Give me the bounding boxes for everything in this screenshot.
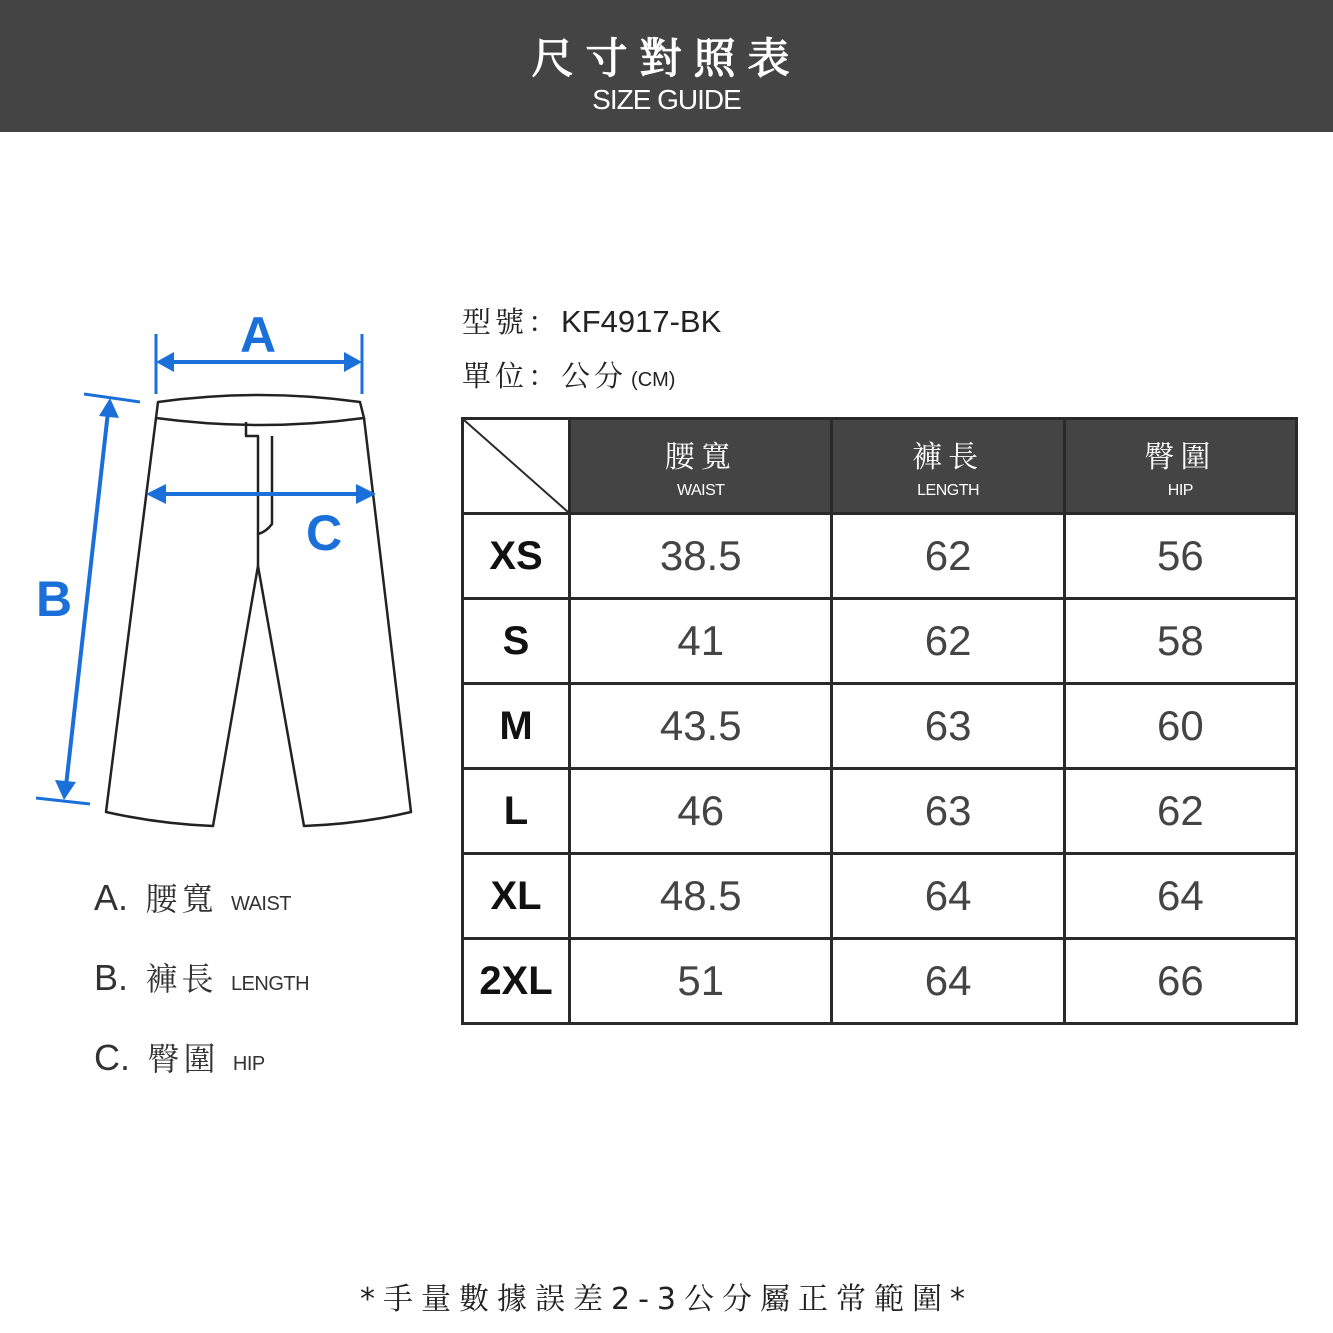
waist-value: 41 [570,599,832,684]
model-number: KF4917-BK [561,304,722,339]
legend-item-length: B. 褲長 LENGTH [94,957,310,998]
length-value: 63 [832,769,1064,854]
column-header-hip: 臀圍 HIP [1064,419,1296,514]
size-label: 2XL [463,939,570,1024]
dimension-letter-a: A [240,307,277,363]
table-row [463,514,1297,599]
length-value: 64 [832,939,1064,1024]
header-banner [0,0,1333,132]
hip-value: 66 [1064,939,1296,1024]
unit-row: 單位：公分 (CM) [462,359,676,393]
waistband-shape [156,395,364,425]
waist-value: 46 [570,769,832,854]
column-header-length: 褲長 LENGTH [832,419,1064,514]
measurement-legend [94,870,309,1110]
table-row [463,854,1297,939]
hip-value: 64 [1064,854,1296,939]
size-label: S [463,599,570,684]
waist-value: 38.5 [570,514,832,599]
size-label: M [463,684,570,769]
table-row [463,939,1297,1024]
measurement-footnote: *手量數據誤差2-3公分屬正常範圍* [360,1282,973,1317]
unit-value: 公分 [561,359,628,393]
hip-value: 62 [1064,769,1296,854]
waist-value: 48.5 [570,854,832,939]
length-value: 64 [832,854,1064,939]
table-row [463,599,1297,684]
page-subtitle: SIZE GUIDE [592,84,741,115]
size-label: XL [463,854,570,939]
legend-item-waist: A. 腰寬 WAIST [94,877,292,918]
diagonal-line [464,420,568,512]
dimension-letter-b: B [36,571,73,627]
size-label: L [463,769,570,854]
hip-value: 58 [1064,599,1296,684]
page-title: 尺寸對照表 [531,34,802,83]
table-row [463,769,1297,854]
table-header-row [463,419,1297,514]
column-header-waist: 腰寬 WAIST [570,419,832,514]
model-number-row: 型號：KF4917-BK [462,304,722,339]
length-value: 62 [832,599,1064,684]
length-value: 62 [832,514,1064,599]
size-table [461,417,1298,1025]
table-corner-cell [463,419,570,514]
waist-value: 51 [570,939,832,1024]
product-info [462,300,721,408]
dimension-letter-c: C [306,505,343,561]
legend-item-hip: C. 臀圍 HIP [94,1037,265,1078]
length-value: 63 [832,684,1064,769]
table-row [463,684,1297,769]
waist-value: 43.5 [570,684,832,769]
hip-value: 56 [1064,514,1296,599]
hip-value: 60 [1064,684,1296,769]
pants-diagram [0,290,440,850]
size-label: XS [463,514,570,599]
